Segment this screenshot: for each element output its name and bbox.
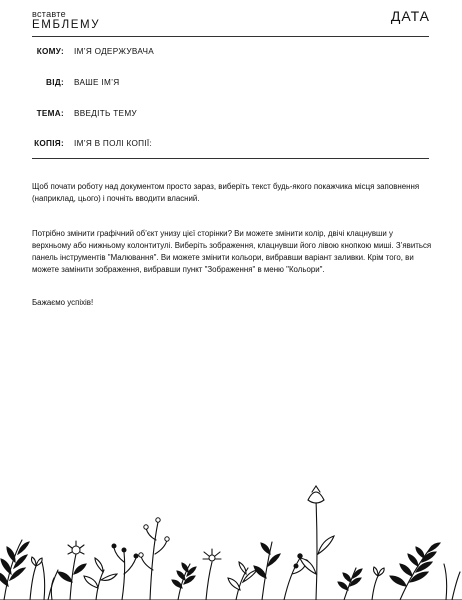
- field-cc-value[interactable]: ІМ’Я В ПОЛІ КОПІЇ:: [74, 139, 153, 148]
- field-subject-label: ТЕМА:: [36, 109, 64, 118]
- floral-border-illustration[interactable]: [0, 482, 462, 600]
- fields-divider: [32, 158, 429, 159]
- header-divider: [32, 36, 429, 37]
- date-field[interactable]: ДАТА: [390, 8, 430, 24]
- field-subject: [32, 109, 429, 123]
- logo-small-text: вставте: [32, 9, 66, 19]
- logo-big-text: ЕМБЛЕМУ: [32, 19, 101, 31]
- field-cc: [32, 139, 429, 153]
- field-to: [32, 47, 429, 61]
- logo-placeholder[interactable]: [32, 10, 100, 32]
- field-from-value[interactable]: ВАШЕ ІМ’Я: [74, 78, 120, 87]
- field-subject-value[interactable]: ВВЕДІТЬ ТЕМУ: [74, 109, 137, 118]
- field-to-value[interactable]: ІМ’Я ОДЕРЖУВАЧА: [74, 47, 155, 56]
- field-from: [32, 78, 429, 92]
- field-to-label: КОМУ:: [36, 47, 64, 56]
- field-cc-label: КОПІЯ:: [34, 139, 64, 148]
- field-from-label: ВІД:: [46, 78, 64, 87]
- body-paragraph-2[interactable]: Потрібно змінити графічний об’єкт унизу цієї сторінки? Ви можете змінити колір, двічі клацнувши у верхньому або нижньому колонтитулі. Виберіть зображення, клацнувши його лівою кнопкою миші. З’явиться панель інструментів "Малювання". Ви можете змінити кольори, вибравши варіант заливки. Крім того, ви можете замінити зображення, вибравши пункт "Зображення" в меню "Кольори".: [32, 229, 432, 274]
- body-paragraph-1[interactable]: Щоб почати роботу над документом просто зараз, виберіть текст будь-якого покажчика місця заповнення (наприклад, цього) і почніть вводити власний.: [32, 182, 420, 203]
- closing-text[interactable]: Бажаємо успіхів!: [32, 298, 94, 307]
